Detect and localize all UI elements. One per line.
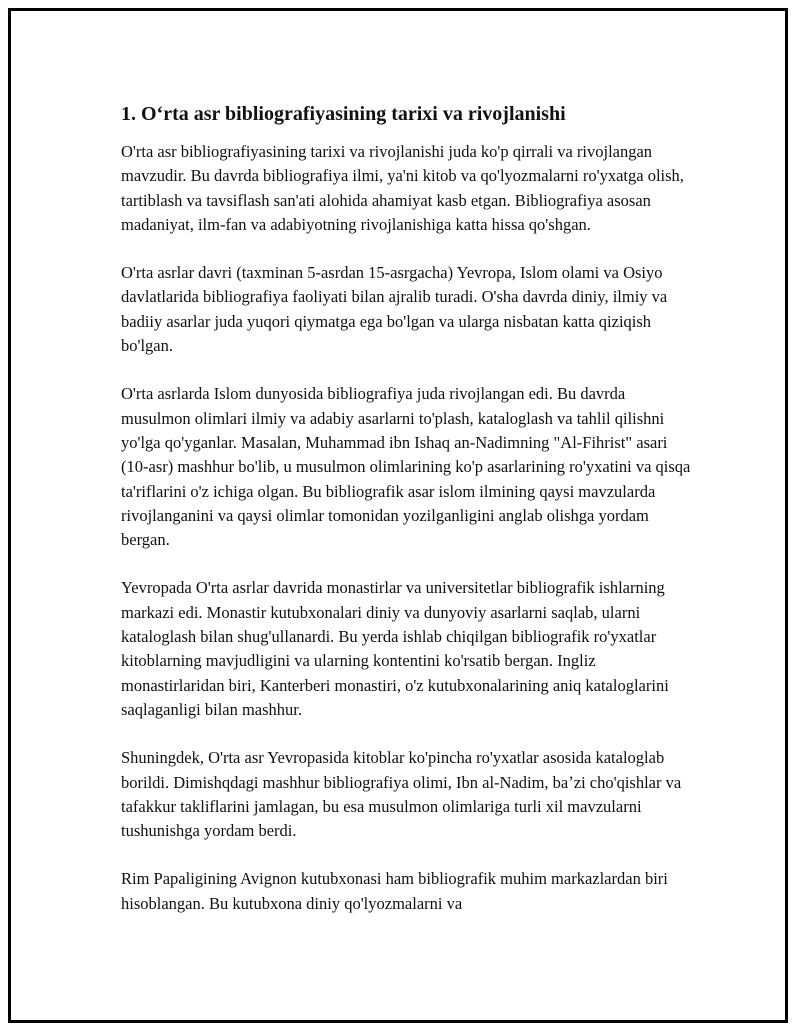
paragraph: Rim Papaligining Avignon kutubxonasi ham bibliografik muhim markazlardan biri hisoblangan. Bu kutubxona diniy qo'lyozmalarni va [121,869,668,913]
paragraph: Shuningdek, O'rta asr Yevropasida kitoblar ko'pincha ro'yxatlar asosida kataloglab borildi. Dimishqdagi mashhur bibliografiya olimi, Ibn al-Nadim, baʼzi cho'qishlar va tafakkur takliflarini jamlagan, bu esa musulmon olimlariga turli xil mavzularni tushunishga yordam berdi. [121,748,682,841]
paragraph: O'rta asrlarda Islom dunyosida bibliografiya juda rivojlangan edi. Bu davrda musulmon olimlari ilmiy va adabiy asarlarni to'plash, kataloglash va tahlil qilishni yo'lga qo'yganlar. Masalan, Muhammad ibn Ishaq an-Nadimning "Al-Fihrist" asari (10-asr) mashhur bo'lib, u musulmon olimlarining ko'p asarlarining ro'yxatini va qisqa ta'riflarini o'z ichiga olgan. Bu bibliografik asar islom ilmining qaysi mavzularda rivojlanganini va qaysi olimlar tomonidan yozilganligini anglab olishga yordam bergan. [121,384,691,550]
paragraph: O'rta asr bibliografiyasining tarixi va rivojlanishi juda ko'p qirrali va rivojlangan mavzudir. Bu davrda bibliografiya ilmi, ya'ni kitob va qo'lyozmalarni ro'yxatga olish, tartiblash va tavsiflash san'ati alohida ahamiyat kasb etgan. Bibliografiya asosan madaniyat, ilm-fan va adabiyotning rivojlanishiga katta hissa qo'shgan. [121,142,684,234]
paragraph: O'rta asrlar davri (taxminan 5-asrdan 15-asrgacha) Yevropa, Islom olami va Osiyo davlatlarida bibliografiya faoliyati bilan ajralib turadi. O'sha davrda diniy, ilmiy va badiiy asarlar juda yuqori qiymatga ega bo'lgan va ularga nisbatan katta qiziqish bo'lgan. [121,263,668,356]
document-page [8,8,788,1023]
section-heading: 1. Oʻrta asr bibliografiyasining tarixi va rivojlanishi [121,103,566,125]
document-body [121,101,691,940]
paragraph: Yevropada O'rta asrlar davrida monastirlar va universitetlar bibliografik ishlarning markazi edi. Monastir kutubxonalari diniy va dunyoviy asarlarni saqlab, ularni kataloglash bilan shug'ullanardi. Bu yerda ishlab chiqilgan bibliografik ro'yxatlar kitoblarning mavjudligini va ularning kontentini ko'rsatib bergan. Ingliz monastirlaridan biri, Kanterberi monastiri, o'z kutubxonalarining aniq kataloglarini saqlaganligi bilan mashhur. [121,578,669,719]
